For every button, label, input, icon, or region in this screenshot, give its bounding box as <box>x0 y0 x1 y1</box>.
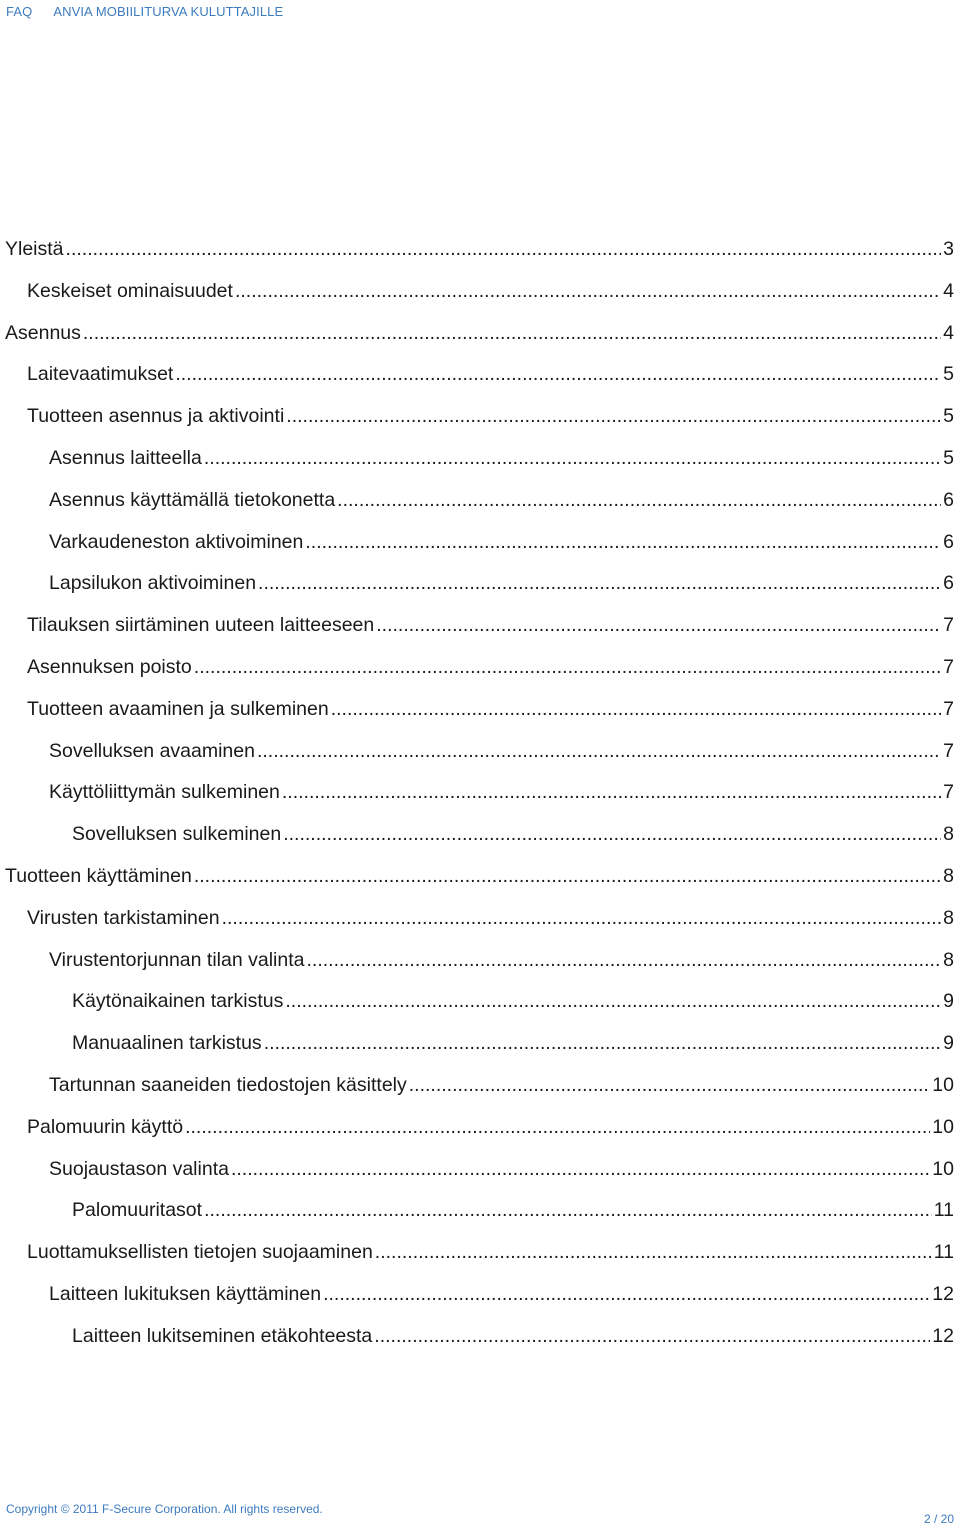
toc-entry-page[interactable]: 7 <box>943 781 954 804</box>
toc-dot-leader <box>374 1325 930 1348</box>
toc-dot-leader <box>175 363 941 386</box>
toc-dot-leader <box>409 1074 931 1097</box>
toc-entry-page[interactable]: 7 <box>943 614 954 637</box>
toc-dot-leader <box>235 280 941 303</box>
toc-entry-title[interactable]: Yleistä <box>5 238 64 260</box>
toc-entry-title[interactable]: Virusten tarkistaminen <box>27 906 220 929</box>
toc-entry-page[interactable]: 8 <box>943 906 954 929</box>
toc-entry[interactable] <box>0 732 960 774</box>
toc-dot-leader <box>305 531 941 554</box>
toc-entry-title[interactable]: Käyttöliittymän sulkeminen <box>49 781 280 804</box>
toc-entry-title[interactable]: Laitevaatimukset <box>27 363 174 386</box>
toc-entry-title[interactable]: Asennus laitteella <box>49 446 202 469</box>
toc-entry-title[interactable]: Sovelluksen avaaminen <box>49 739 255 762</box>
toc-entry[interactable] <box>0 481 960 523</box>
toc-entry-page[interactable]: 8 <box>943 823 954 846</box>
toc-entry-title[interactable]: Palomuurin käyttö <box>27 1115 184 1138</box>
toc-entry-title[interactable]: Tilauksen siirtäminen uuteen laitteeseen <box>27 614 375 637</box>
toc-entry[interactable] <box>0 1024 960 1066</box>
toc-dot-leader <box>204 447 941 470</box>
toc-entry-title[interactable]: Asennus käyttämällä tietokonetta <box>49 488 336 511</box>
toc-entry-page[interactable]: 5 <box>943 363 954 386</box>
toc-entry[interactable] <box>0 1275 960 1317</box>
toc-entry[interactable] <box>0 773 960 815</box>
toc-entry-page[interactable]: 7 <box>943 739 954 762</box>
toc-entry-page[interactable]: 7 <box>943 655 954 678</box>
toc-entry-title[interactable]: Tuotteen asennus ja aktivointi <box>27 405 285 428</box>
toc-dot-leader <box>185 1116 930 1139</box>
toc-dot-leader <box>282 781 941 804</box>
toc-dot-leader <box>66 238 942 261</box>
toc-entry-page[interactable]: 11 <box>933 1241 954 1264</box>
toc-entry[interactable] <box>0 1066 960 1108</box>
toc-entry-title[interactable]: Luottamuksellisten tietojen suojaaminen <box>27 1241 373 1264</box>
toc-entry-page[interactable]: 6 <box>943 488 954 511</box>
toc-entry-page[interactable]: 6 <box>943 530 954 553</box>
toc-entry-title[interactable]: Käytönaikainen tarkistus <box>72 990 284 1013</box>
header-faq-label: FAQ <box>6 4 33 19</box>
toc-entry-page[interactable]: 11 <box>933 1199 954 1222</box>
toc-entry[interactable] <box>0 982 960 1024</box>
toc-entry[interactable] <box>0 230 960 272</box>
table-of-contents <box>0 230 960 1359</box>
toc-entry-page[interactable]: 10 <box>932 1115 954 1138</box>
toc-dot-leader <box>375 1241 932 1264</box>
toc-dot-leader <box>222 907 942 930</box>
toc-entry-title[interactable]: Sovelluksen sulkeminen <box>72 823 282 846</box>
toc-entry-page[interactable]: 6 <box>943 572 954 595</box>
toc-entry[interactable] <box>0 899 960 941</box>
toc-entry-title[interactable]: Asennuksen poisto <box>27 655 192 678</box>
toc-entry-title[interactable]: Varkaudeneston aktivoiminen <box>49 530 304 553</box>
toc-dot-leader <box>231 1158 930 1181</box>
toc-entry[interactable] <box>0 606 960 648</box>
toc-entry-page[interactable]: 9 <box>943 1032 954 1055</box>
toc-entry-title[interactable]: Tuotteen käyttäminen <box>5 864 192 887</box>
toc-entry[interactable] <box>0 439 960 481</box>
toc-entry-title[interactable]: Lapsilukon aktivoiminen <box>49 572 257 595</box>
toc-entry[interactable] <box>0 397 960 439</box>
toc-entry[interactable] <box>0 1233 960 1275</box>
toc-entry[interactable] <box>0 1317 960 1359</box>
toc-entry-page[interactable]: 12 <box>932 1282 954 1305</box>
toc-entry[interactable] <box>0 1150 960 1192</box>
toc-entry-page[interactable]: 10 <box>932 1157 954 1180</box>
toc-dot-leader <box>285 990 941 1013</box>
toc-entry-page[interactable]: 8 <box>943 948 954 971</box>
toc-dot-leader <box>331 698 941 721</box>
toc-dot-leader <box>337 489 941 512</box>
toc-entry-page[interactable]: 4 <box>943 321 954 344</box>
toc-dot-leader <box>194 865 941 888</box>
toc-entry[interactable] <box>0 523 960 565</box>
toc-entry[interactable] <box>0 1108 960 1150</box>
toc-dot-leader <box>323 1283 930 1306</box>
toc-entry-page[interactable]: 5 <box>943 405 954 428</box>
toc-entry-page[interactable]: 7 <box>943 697 954 720</box>
toc-dot-leader <box>257 740 941 763</box>
toc-entry[interactable] <box>0 648 960 690</box>
toc-entry-title[interactable]: Virustentorjunnan tilan valinta <box>49 948 305 971</box>
toc-entry-title[interactable]: Tartunnan saaneiden tiedostojen käsittely <box>49 1073 407 1096</box>
toc-dot-leader <box>376 614 941 637</box>
toc-dot-leader <box>83 322 941 345</box>
toc-entry-page[interactable]: 5 <box>943 446 954 469</box>
toc-entry[interactable] <box>0 690 960 732</box>
toc-dot-leader <box>194 656 941 679</box>
toc-entry-title[interactable]: Asennus <box>5 321 81 344</box>
toc-dot-leader <box>286 405 941 428</box>
toc-dot-leader <box>306 949 941 972</box>
toc-entry[interactable] <box>0 564 960 606</box>
toc-entry[interactable] <box>0 815 960 857</box>
toc-entry-title[interactable]: Manuaalinen tarkistus <box>72 1032 262 1055</box>
toc-entry-title[interactable]: Tuotteen avaaminen ja sulkeminen <box>27 697 329 720</box>
toc-entry-page[interactable]: 10 <box>932 1073 954 1096</box>
toc-entry-title[interactable]: Laitteen lukituksen käyttäminen <box>49 1282 322 1305</box>
page-header <box>6 4 301 19</box>
toc-entry[interactable] <box>0 314 960 356</box>
toc-entry-title[interactable]: Palomuuritasot <box>72 1199 203 1222</box>
toc-entry-page[interactable]: 9 <box>943 990 954 1013</box>
toc-dot-leader <box>204 1199 932 1222</box>
footer-page-number: 2 / 20 <box>923 1512 954 1526</box>
toc-entry[interactable] <box>0 857 960 899</box>
page-footer <box>6 1494 954 1534</box>
toc-entry-page[interactable]: 4 <box>943 279 954 302</box>
toc-entry[interactable] <box>0 355 960 397</box>
footer-copyright: Copyright © 2011 F-Secure Corporation. All rights reserved. <box>6 1502 323 1516</box>
toc-dot-leader <box>283 823 941 846</box>
toc-entry[interactable] <box>0 272 960 314</box>
header-product-label: ANVIA MOBIILITURVA KULUTTAJILLE <box>53 4 284 19</box>
toc-entry-page[interactable]: 8 <box>943 864 954 887</box>
toc-entry-page[interactable]: 12 <box>932 1324 954 1347</box>
toc-entry-title[interactable]: Suojaustason valinta <box>49 1157 229 1180</box>
toc-dot-leader <box>264 1032 941 1055</box>
toc-entry-page[interactable]: 3 <box>943 238 954 260</box>
toc-entry[interactable] <box>0 941 960 983</box>
toc-entry-title[interactable]: Keskeiset ominaisuudet <box>27 279 233 302</box>
toc-dot-leader <box>258 572 941 595</box>
toc-entry[interactable] <box>0 1191 960 1233</box>
toc-entry-title[interactable]: Laitteen lukitseminen etäkohteesta <box>72 1324 373 1347</box>
